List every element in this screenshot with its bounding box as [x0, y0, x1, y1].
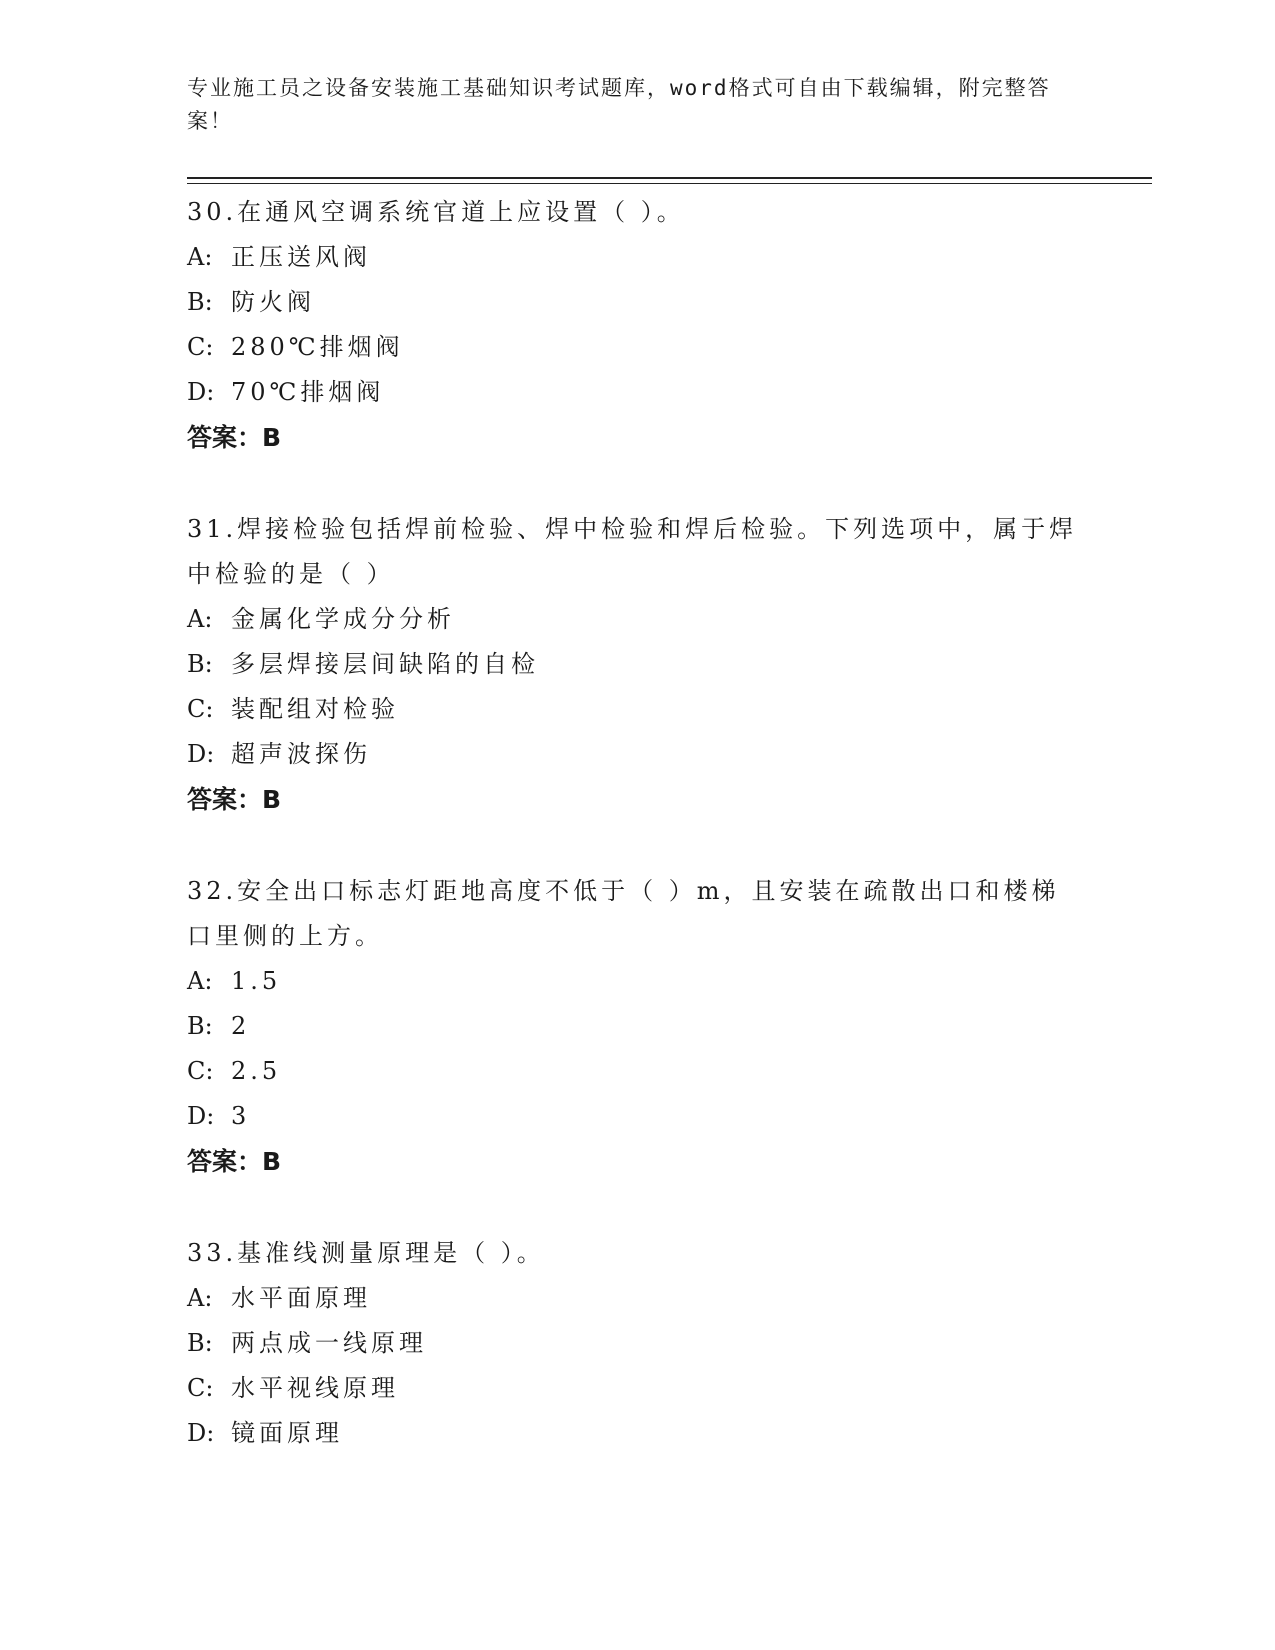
option-a: [187, 959, 1087, 1004]
option-c: [187, 1049, 1087, 1094]
option-d: [187, 1094, 1087, 1139]
option-d: [187, 732, 1087, 777]
option-letter: D:: [187, 1419, 215, 1447]
option-c: [187, 687, 1087, 732]
option-d: [187, 370, 1087, 415]
question-list: [187, 190, 1087, 1502]
option-b: [187, 280, 1087, 325]
option-text: 70℃排烟阀: [231, 378, 385, 406]
option-letter: D:: [187, 378, 215, 406]
option-letter: C:: [187, 1057, 214, 1085]
option-b: [187, 642, 1087, 687]
option-text: 金属化学成分分析: [231, 605, 455, 633]
option-text: 水平面原理: [231, 1284, 371, 1312]
option-text: 两点成一线原理: [231, 1329, 427, 1357]
question-stem: 30.在通风空调系统官道上应设置（ ）。: [187, 198, 685, 226]
option-d: [187, 1411, 1087, 1456]
question-32: [187, 869, 1087, 1185]
option-letter: A:: [187, 967, 213, 995]
question-33: [187, 1231, 1087, 1456]
option-letter: A:: [187, 243, 213, 271]
option-c: [187, 1366, 1087, 1411]
question-stem: 31.焊接检验包括焊前检验、焊中检验和焊后检验。下列选项中，属于焊中检验的是（ ）: [187, 515, 1078, 588]
option-text: 超声波探伤: [231, 740, 371, 768]
option-c: [187, 325, 1087, 370]
option-text: 1.5: [231, 967, 282, 995]
option-letter: B:: [187, 1329, 213, 1357]
option-letter: D:: [187, 1102, 215, 1130]
option-text: 多层焊接层间缺陷的自检: [231, 650, 539, 678]
option-b: [187, 1004, 1087, 1049]
option-text: 装配组对检验: [231, 695, 399, 723]
option-text: 2: [231, 1012, 251, 1040]
option-letter: B:: [187, 1012, 213, 1040]
option-text: 水平视线原理: [231, 1374, 399, 1402]
option-letter: B:: [187, 650, 213, 678]
answer-line: 答案：B: [187, 423, 282, 452]
option-text: 正压送风阀: [231, 243, 371, 271]
header-divider-thin: [187, 183, 1152, 184]
question-stem: 32.安全出口标志灯距地高度不低于（ ）m，且安装在疏散出口和楼梯口里侧的上方。: [187, 877, 1060, 950]
option-b: [187, 1321, 1087, 1366]
option-a: [187, 1276, 1087, 1321]
option-letter: C:: [187, 333, 214, 361]
option-letter: B:: [187, 288, 213, 316]
option-a: [187, 597, 1087, 642]
option-text: 镜面原理: [231, 1419, 343, 1447]
answer-line: 答案：B: [187, 785, 282, 814]
header-divider-thick: [187, 177, 1152, 179]
question-stem: 33.基准线测量原理是（ ）。: [187, 1239, 545, 1267]
option-text: 280℃排烟阀: [231, 333, 404, 361]
answer-line: 答案：B: [187, 1147, 282, 1176]
document-header: 专业施工员之设备安装施工基础知识考试题库，word格式可自由下载编辑，附完整答案！: [187, 76, 1051, 133]
option-letter: C:: [187, 695, 214, 723]
option-letter: A:: [187, 605, 213, 633]
option-letter: C:: [187, 1374, 214, 1402]
option-text: 防火阀: [231, 288, 315, 316]
question-31: [187, 507, 1087, 823]
option-text: 2.5: [231, 1057, 282, 1085]
option-letter: D:: [187, 740, 215, 768]
question-30: [187, 190, 1087, 461]
option-a: [187, 235, 1087, 280]
option-text: 3: [231, 1102, 251, 1130]
option-letter: A:: [187, 1284, 213, 1312]
